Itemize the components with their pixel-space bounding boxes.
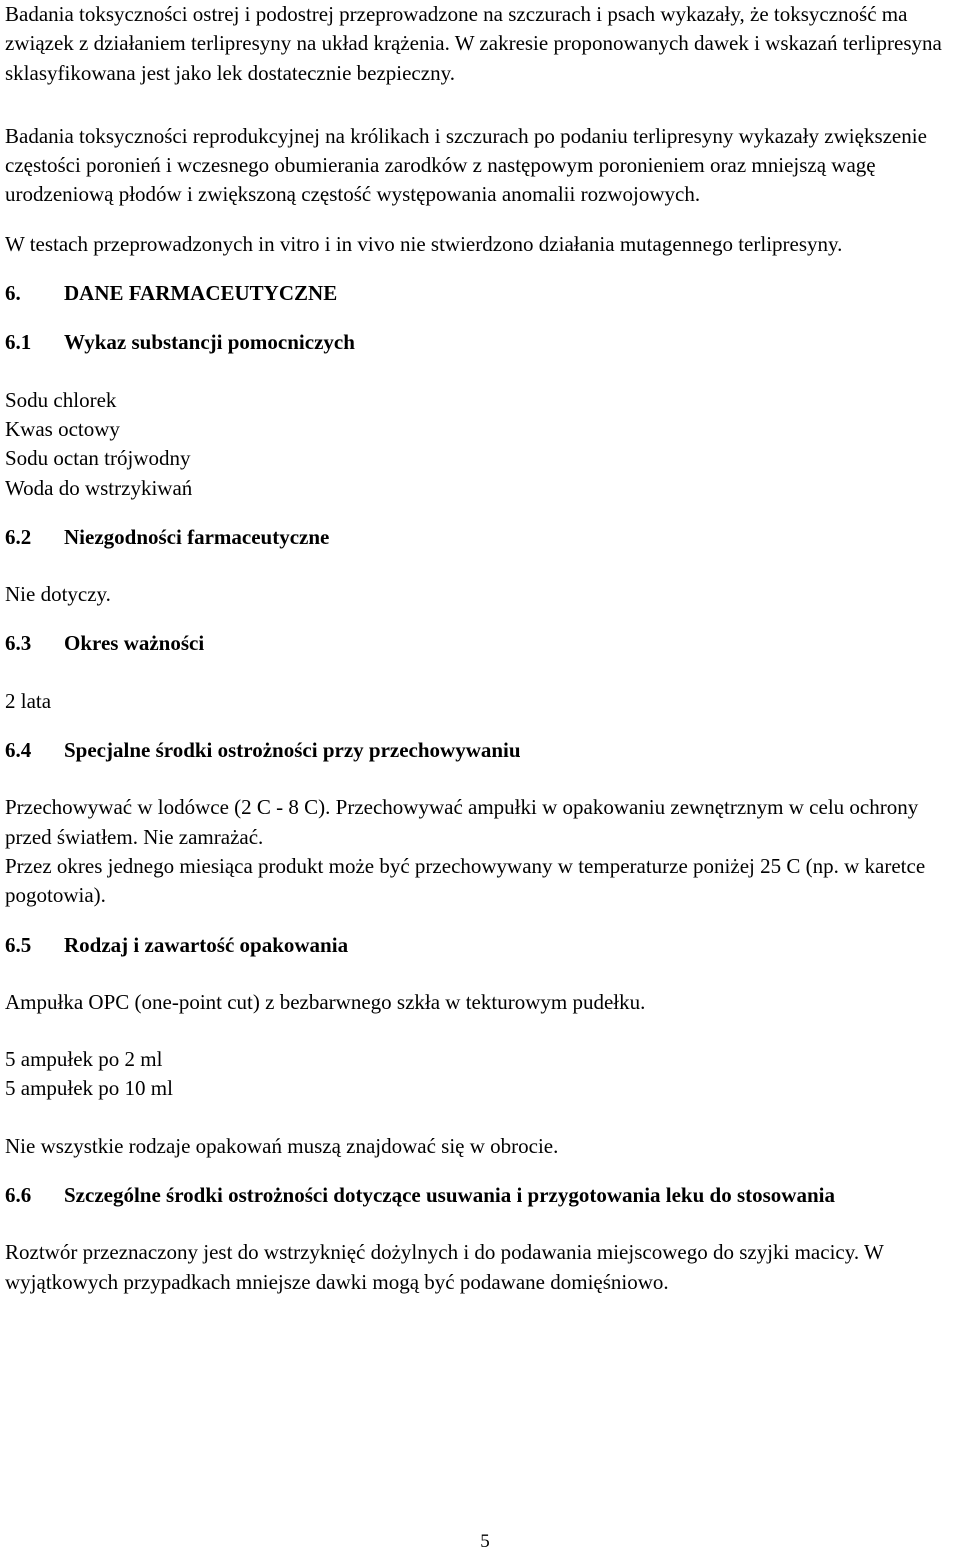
container-text: Ampułka OPC (one-point cut) z bezbarwnego szkła w tekturowym pudełku.: [5, 989, 646, 1014]
pack-marketing-note: Nie wszystkie rodzaje opakowań muszą znajdować się w obrocie.: [5, 1133, 559, 1158]
section-number: 6.: [5, 281, 21, 306]
section-heading-6-4: [5, 736, 957, 765]
section-heading-6-1: [5, 328, 957, 357]
excipient-item: Kwas octowy: [5, 416, 120, 441]
section-title: Wykaz substancji pomocniczych: [64, 330, 355, 355]
section-heading-6-2: [5, 523, 957, 552]
section-number: 6.1: [5, 330, 32, 355]
excipients-list: [5, 386, 957, 503]
excipient-item: Sodu chlorek: [5, 387, 117, 412]
pack-sizes-list: [5, 1045, 957, 1104]
section-title: DANE FARMACEUTYCZNE: [64, 281, 338, 306]
section-heading-6-6: [5, 1181, 957, 1210]
section-title: Specjalne środki ostrożności przy przechowywaniu: [64, 738, 521, 763]
section-number: 6.4: [5, 738, 32, 763]
section-heading-6-5: [5, 931, 957, 960]
document-page: [5, 0, 957, 1297]
pack-size-item: 5 ampułek po 2 ml: [5, 1047, 163, 1072]
section-title: Niezgodności farmaceutyczne: [64, 524, 330, 549]
storage-text-ambulance: Przez okres jednego miesiąca produkt może być przechowywany w temperaturze poniżej 25 C (np. w karetce pogotowia).: [5, 853, 926, 908]
paragraph-toxicity-reproductive: Badania toksyczności reprodukcyjnej na królikach i szczurach po podaniu terlipresyny wykazały zwiększenie częstości poronień i wczesnego obumierania zarodków z następowym poronieniem oraz mniejszą wagę urodzeniową płodów i zwiększoną częstość występowania anomalii rozwojowych.: [5, 123, 927, 207]
page-number: 5: [480, 1531, 490, 1552]
paragraph-toxicity-acute: Badania toksyczności ostrej i podostrej przeprowadzone na szczurach i psach wykazały, że toksyczność ma związek z działaniem terlipresyny na układ krążenia. W zakresie proponowanych dawek i wskazań terlipresyna sklasyfikowana jest jako lek dostatecznie bezpieczny.: [5, 2, 942, 85]
excipient-item: Woda do wstrzykiwań: [5, 475, 193, 500]
incompatibilities-text: Nie dotyczy.: [5, 582, 111, 607]
shelf-life-text: 2 lata: [5, 688, 52, 713]
section-title: Rodzaj i zawartość opakowania: [64, 932, 349, 957]
storage-text: Przechowywać w lodówce (2 C - 8 C). Przechowywać ampułki w opakowaniu zewnętrznym w celu ochrony przed światłem. Nie zamrażać.: [5, 795, 919, 849]
section-title: Szczególne środki ostrożności dotyczące usuwania i przygotowania leku do stosowania: [64, 1183, 835, 1208]
excipient-item: Sodu octan trójwodny: [5, 446, 191, 471]
section-number: 6.5: [5, 932, 32, 957]
section-number: 6.2: [5, 524, 32, 549]
section-number: 6.3: [5, 631, 32, 656]
paragraph-mutagenic: W testach przeprowadzonych in vitro i in vivo nie stwierdzono działania mutagennego terlipresyny.: [5, 231, 843, 256]
section-number: 6.6: [5, 1183, 32, 1208]
disposal-text: Roztwór przeznaczony jest do wstrzyknięć dożylnych i do podawania miejscowego do szyjki macicy. W wyjątkowych przypadkach mniejsze dawki mogą być podawane domięśniowo.: [5, 1240, 884, 1294]
section-heading-6-3: [5, 629, 957, 658]
section-title: Okres ważności: [64, 631, 205, 656]
section-heading-6: [5, 279, 957, 308]
pack-size-item: 5 ampułek po 10 ml: [5, 1076, 173, 1101]
